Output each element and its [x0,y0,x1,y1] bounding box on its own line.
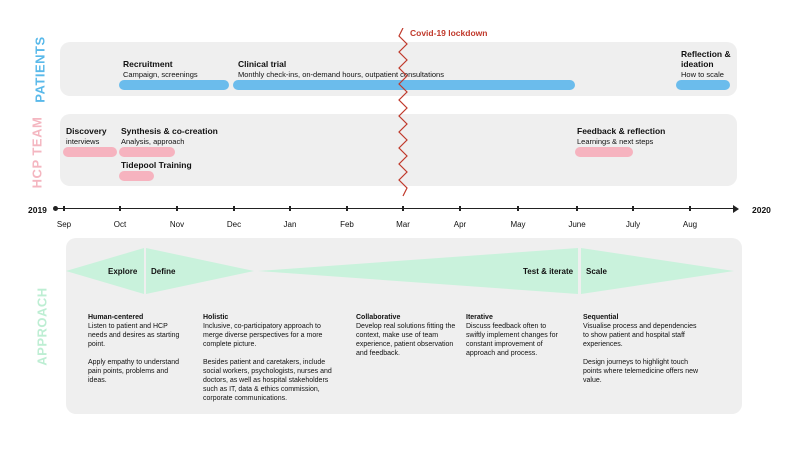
reflection-title-line1: Reflection & [681,49,731,59]
tick-nov [176,206,178,211]
recruitment-sub: Campaign, screenings [123,70,198,79]
approach-title: Iterative [466,314,493,321]
year-start: 2019 [28,205,47,215]
approach-text: Discuss feedback often to swiftly implement changes for constant improvement of approach and process. [466,323,558,357]
tick-aug [689,206,691,211]
approach-text: Besides patient and caretakers, include social workers, psychologists, nurses and doctors, as well as hospital stakeholders such as IT, data & ethics commission, corporate communications. [203,359,332,402]
clinical-trial-title: Clinical trial [238,59,287,69]
feedback-title: Feedback & reflection [577,126,666,136]
approach-text: Apply empathy to understand pain points, problems and ideas. [88,359,180,384]
month-july: July [625,220,641,229]
tick-june [576,206,578,211]
tick-apr [459,206,461,211]
tick-july [632,206,634,211]
lockdown-zigzag-line [395,28,411,198]
discovery-bar [63,147,117,157]
phase-scale: Scale [586,267,607,276]
discovery-title: Discovery [66,126,107,136]
phase-explore: Explore [108,267,138,276]
approach-text: Design journeys to highlight touch points where telemedicine offers new value. [583,359,699,384]
month-sep: Sep [56,220,72,229]
reflection-sub: How to scale [681,70,724,79]
tick-mar [402,206,404,211]
timeline-arrow [733,205,739,213]
recruitment-title: Recruitment [123,59,173,69]
clinical-trial-sub: Monthly check-ins, on-demand hours, outpatient consultations [238,70,444,79]
month-nov: Nov [169,220,185,229]
approach-title: Sequential [583,314,619,321]
tick-jan [289,206,291,211]
tick-sep [63,206,65,211]
reflection-title-line2: ideation [681,59,714,69]
reflection-bar [676,80,730,90]
lane-label-patients: PATIENTS [32,36,48,103]
lane-label-approach: APPROACH [34,287,50,366]
phase-define: Define [151,267,176,276]
synthesis-title: Synthesis & co-creation [121,126,218,136]
month-feb: Feb [340,220,354,229]
phase-test-iterate: Test & iterate [523,267,574,276]
tidepool-title: Tidepool Training [121,160,192,170]
approach-human-centered [88,313,184,394]
month-apr: Apr [453,220,467,229]
year-end: 2020 [752,205,771,215]
feedback-bar [575,147,633,157]
tidepool-bar [119,171,154,181]
approach-title: Collaborative [356,314,401,321]
approach-text: Listen to patient and HCP needs and desires as starting point. [88,323,180,348]
timeline-start-dot [53,206,58,211]
month-mar: Mar [396,220,410,229]
synthesis-sub: Analysis, approach [121,137,185,146]
month-aug: Aug [682,220,698,229]
approach-collaborative [356,313,460,367]
month-jan: Jan [283,220,297,229]
tick-oct [119,206,121,211]
recruitment-bar [119,80,229,90]
discovery-sub: interviews [66,137,100,146]
lane-label-hcp: HCP TEAM [29,116,45,189]
tick-may [517,206,519,211]
synthesis-bar [119,147,175,157]
tick-dec [233,206,235,211]
feedback-sub: Learnings & next steps [577,137,654,146]
lockdown-label: Covid-19 lockdown [410,28,488,38]
month-june: June [568,220,586,229]
month-may: May [510,220,526,229]
month-dec: Dec [226,220,242,229]
tick-feb [346,206,348,211]
approach-sequential [583,313,703,394]
approach-title: Holistic [203,314,229,321]
approach-title: Human-centered [88,314,144,321]
approach-text: Visualise process and dependencies to show patient and hospital staff experiences. [583,323,697,348]
approach-text: Develop real solutions fitting the context, make use of team experience, patient observation and feedback. [356,323,456,357]
month-oct: Oct [113,220,127,229]
approach-text: Inclusive, co-participatory approach to merge diverse perspectives for a more complete picture. [203,323,323,348]
approach-holistic [203,313,333,412]
approach-iterative [466,313,566,367]
